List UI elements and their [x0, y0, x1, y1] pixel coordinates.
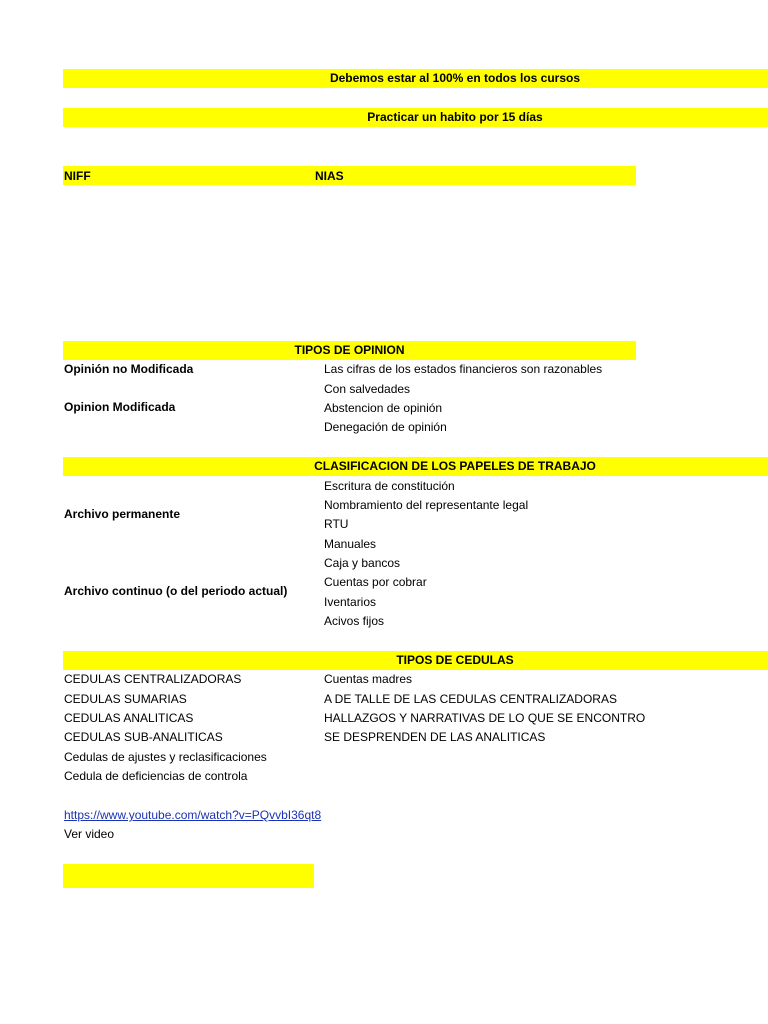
video-link[interactable]: https://www.youtube.com/watch?v=PQvvbI36qt8	[64, 808, 322, 822]
papeles-item: Acivos fijos	[324, 614, 385, 628]
cedula-desc: SE DESPRENDEN DE LAS ANALITICAS	[324, 730, 546, 744]
papeles-item: Caja y bancos	[324, 556, 401, 570]
header-nias: NIAS	[315, 169, 344, 183]
cedula-type: Cedula de deficiencias de controla	[64, 769, 248, 783]
opinion-item: Abstencion de opinión	[324, 401, 443, 415]
papeles-item: Cuentas por cobrar	[324, 575, 427, 589]
papeles-item: RTU	[324, 517, 349, 531]
cedula-type: CEDULAS ANALITICAS	[64, 711, 194, 725]
opinion-item: Las cifras de los estados financieros son razonables	[324, 362, 603, 376]
cedula-desc: A DE TALLE DE LAS CEDULAS CENTRALIZADORAS	[324, 692, 617, 706]
papeles-item: Nombramiento del representante legal	[324, 498, 529, 512]
section-cedulas-heading: TIPOS DE CEDULAS	[396, 653, 514, 667]
opinion-label: Opinión no Modificada	[64, 362, 194, 376]
banner-1-text: Debemos estar al 100% en todos los cursos	[329, 71, 581, 85]
papeles-label: Archivo continuo (o del periodo actual)	[64, 584, 288, 598]
section-papeles-heading: CLASIFICACION DE LOS PAPELES DE TRABAJO	[314, 459, 596, 473]
opinion-label: Opinion Modificada	[64, 400, 176, 414]
header-row	[63, 166, 636, 185]
cedula-desc: HALLAZGOS Y NARRATIVAS DE LO QUE SE ENCONTRO	[324, 711, 646, 725]
opinion-item: Denegación de opinión	[324, 420, 447, 434]
papeles-item: Manuales	[324, 537, 377, 551]
cedula-type: CEDULAS SUB-ANALITICAS	[64, 730, 223, 744]
papeles-item: Escritura de constitución	[324, 479, 455, 493]
section-opinion-heading: TIPOS DE OPINION	[294, 343, 405, 357]
papeles-item: Iventarios	[324, 595, 377, 609]
cedula-type: CEDULAS SUMARIAS	[64, 692, 187, 706]
cedula-type: Cedulas de ajustes y reclasificaciones	[64, 750, 267, 764]
cedula-desc: Cuentas madres	[324, 672, 413, 686]
header-niff: NIFF	[64, 169, 91, 183]
cedula-type: CEDULAS CENTRALIZADORAS	[64, 672, 242, 686]
papeles-label: Archivo permanente	[64, 507, 181, 521]
video-label: Ver video	[64, 827, 115, 841]
empty-highlight-cell	[63, 864, 314, 888]
banner-2-text: Practicar un habito por 15 días	[367, 110, 543, 124]
opinion-item: Con salvedades	[324, 382, 411, 396]
